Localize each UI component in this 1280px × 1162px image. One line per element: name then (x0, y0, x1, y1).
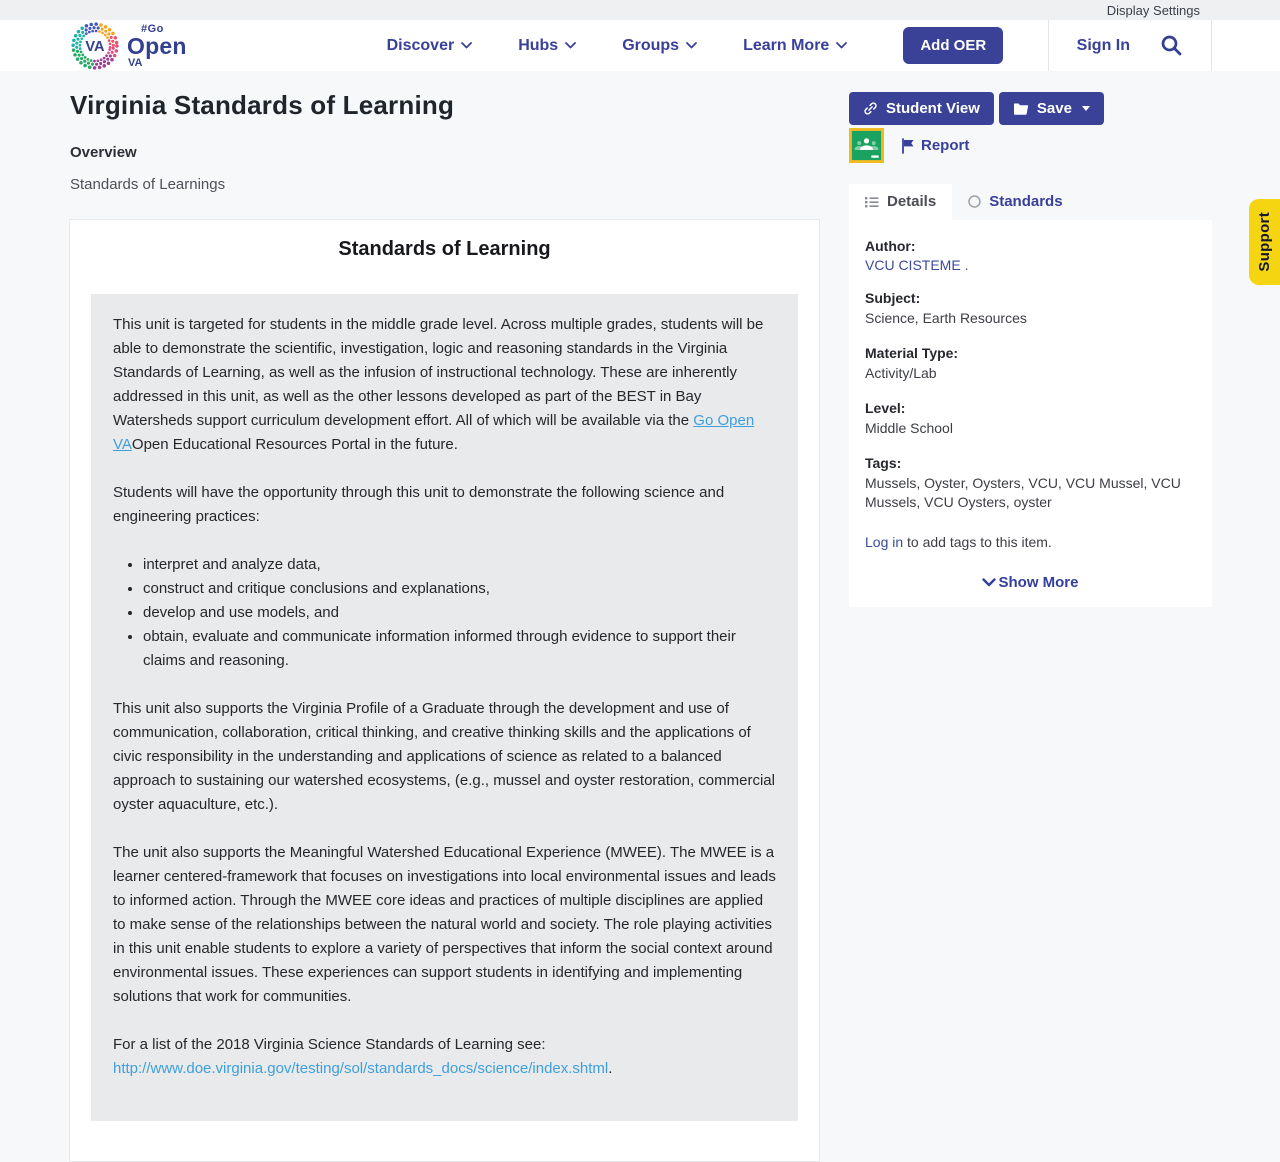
field-material-type (865, 345, 1196, 383)
list-icon (865, 196, 879, 208)
display-settings-link[interactable]: Display Settings (1106, 2, 1200, 18)
field-tags (865, 455, 1196, 512)
chevron-down-icon (836, 42, 847, 49)
circle-outline-icon (968, 195, 981, 208)
paragraph-3: This unit also supports the Virginia Profile of a Graduate through the development and use of communication, collaboration, critical thinking, and creative thinking skills and the applications of civic responsibility in the understanding and applications of science as related to a balanced approach to sustaining our watershed ecosystems, (e.g., mussel and oyster restoration, commercial oyster aquaculture, etc.). (113, 700, 775, 813)
add-oer-button[interactable]: Add OER (903, 27, 1003, 64)
brand-logo[interactable] (70, 21, 187, 71)
save-label: Save (1036, 100, 1072, 117)
main-nav (387, 37, 848, 55)
paragraph-text: This unit is targeted for students in the middle grade level. Across multiple grades, students will be able to demonstrate the scientific, investigation, logic and reasoning standards in the Virginia Standards of Learning, as well as the infusion of instructional technology. These are inherently addressed in this unit, as well as the other lessons developed as part of the BEST in Bay Watersheds support curriculum development effort. All of which will be available via the (113, 316, 764, 429)
support-label: Support (1256, 212, 1273, 272)
brand-va: VA (128, 57, 143, 69)
practices-list (113, 553, 776, 673)
tab-standards[interactable] (952, 184, 1078, 220)
action-buttons (849, 92, 1213, 125)
resource-sidebar (849, 92, 1213, 607)
overview-text: Standards of Learnings (70, 176, 226, 193)
nav-item-learn-more[interactable] (743, 37, 847, 55)
nav-item-label: Hubs (518, 36, 559, 54)
field-label: Level: (865, 400, 906, 416)
field-value: Activity/Lab (865, 365, 937, 381)
field-author (865, 238, 1196, 273)
brand-open: Open (127, 33, 187, 59)
nav-item-label: Discover (386, 36, 455, 54)
nav-account-area (1048, 20, 1212, 71)
author-link[interactable]: VCU CISTEME . (865, 257, 969, 273)
nav-item-discover[interactable] (387, 37, 473, 55)
chevron-down-icon (565, 42, 576, 49)
details-panel (849, 220, 1212, 607)
sign-in-link[interactable]: Sign In (1076, 36, 1130, 54)
list-item: • develop and use models, and (143, 601, 776, 625)
chevron-down-icon (461, 42, 472, 49)
nav-item-label: Learn More (743, 36, 830, 54)
resource-body (91, 294, 798, 1121)
field-subject (865, 290, 1196, 328)
resource-heading: Standards of Learning (338, 238, 551, 260)
brand-wordmark (127, 24, 187, 69)
show-more-label: Show More (998, 574, 1079, 591)
log-in-link[interactable]: Log in (865, 534, 904, 550)
tab-standards-label: Standards (989, 193, 1063, 210)
caret-down-icon (1082, 106, 1090, 111)
sol-standards-link[interactable]: http://www.doe.virginia.gov/testing/sol/standards_docs/science/index.shtml (113, 1060, 609, 1077)
list-item: • interpret and analyze data, (143, 553, 776, 577)
paragraph-text: Open Educational Resources Portal in the future. (131, 436, 458, 453)
field-label: Subject: (865, 290, 921, 306)
report-label: Report (921, 137, 970, 154)
paragraph-4: The unit also supports the Meaningful Watershed Educational Experience (MWEE). The MWEE is a learner centered-framework that focuses on investigations into local environmental issues and leads to informed action. Through the MWEE core ideas and practices of multiple disciplines are applied to make sense of the relationships between the natural world and society. The role playing activities in this unit enable students to explore a variety of perspectives that inform the social context around environmental issues. These experiences can support students in identifying and implementing solutions that work for communities. (113, 844, 776, 1005)
folder-icon (1013, 102, 1029, 116)
detail-tabs (849, 184, 1213, 220)
google-classroom-button[interactable] (849, 128, 884, 163)
paragraph-5 (113, 1033, 776, 1081)
show-more-button[interactable] (865, 574, 1196, 591)
paragraph-text: For a list of the 2018 Virginia Science Standards of Learning see: (113, 1036, 546, 1053)
paragraph-1 (113, 313, 776, 457)
go-open-va-link[interactable]: Go Open VA (113, 412, 755, 453)
chevron-down-icon (982, 578, 996, 587)
chevron-down-icon (686, 42, 697, 49)
login-line-text: to add tags to this item. (903, 534, 1052, 550)
resource-card (69, 219, 820, 1162)
share-row (849, 128, 1213, 163)
tab-details-label: Details (887, 193, 937, 210)
field-value: Science, Earth Resources (865, 310, 1027, 326)
nav-item-groups[interactable] (622, 37, 697, 55)
flag-icon (901, 138, 915, 154)
page-content (0, 71, 1280, 1162)
search-button[interactable] (1160, 34, 1183, 57)
navbar (0, 20, 1280, 71)
login-to-tag-line (865, 534, 1196, 550)
brand-go: #Go (141, 23, 164, 35)
report-link[interactable] (901, 137, 969, 154)
support-tab[interactable] (1249, 199, 1280, 285)
logo-badge-text: VA (85, 38, 105, 55)
field-value: Middle School (865, 420, 953, 436)
field-label: Material Type: (865, 345, 959, 361)
list-item: • obtain, evaluate and communicate information informed through evidence to support their claims and reasoning. (143, 625, 776, 673)
goopenva-logo-icon (70, 21, 120, 71)
field-label: Tags: (865, 455, 902, 471)
google-classroom-icon (849, 128, 884, 163)
field-value: Mussels, Oyster, Oysters, VCU, VCU Mussel, VCU Mussels, VCU Oysters, oyster (865, 475, 1181, 510)
utility-bar (0, 0, 1280, 20)
overview-label: Overview (70, 144, 137, 161)
field-label: Author: (865, 238, 916, 254)
search-icon (1160, 34, 1183, 57)
paragraph-2: Students will have the opportunity through this unit to demonstrate the following science and engineering practices: (113, 484, 725, 525)
link-icon (863, 101, 878, 116)
student-view-label: Student View (886, 100, 980, 117)
student-view-button[interactable] (849, 92, 994, 125)
page-title: Virginia Standards of Learning (70, 90, 455, 120)
save-button[interactable] (999, 92, 1104, 125)
nav-item-label: Groups (622, 36, 680, 54)
field-level (865, 400, 1196, 438)
nav-item-hubs[interactable] (518, 37, 576, 55)
list-item: • construct and critique conclusions and explanations, (143, 577, 776, 601)
paragraph-text: . (608, 1060, 613, 1077)
tab-details[interactable] (849, 184, 952, 220)
